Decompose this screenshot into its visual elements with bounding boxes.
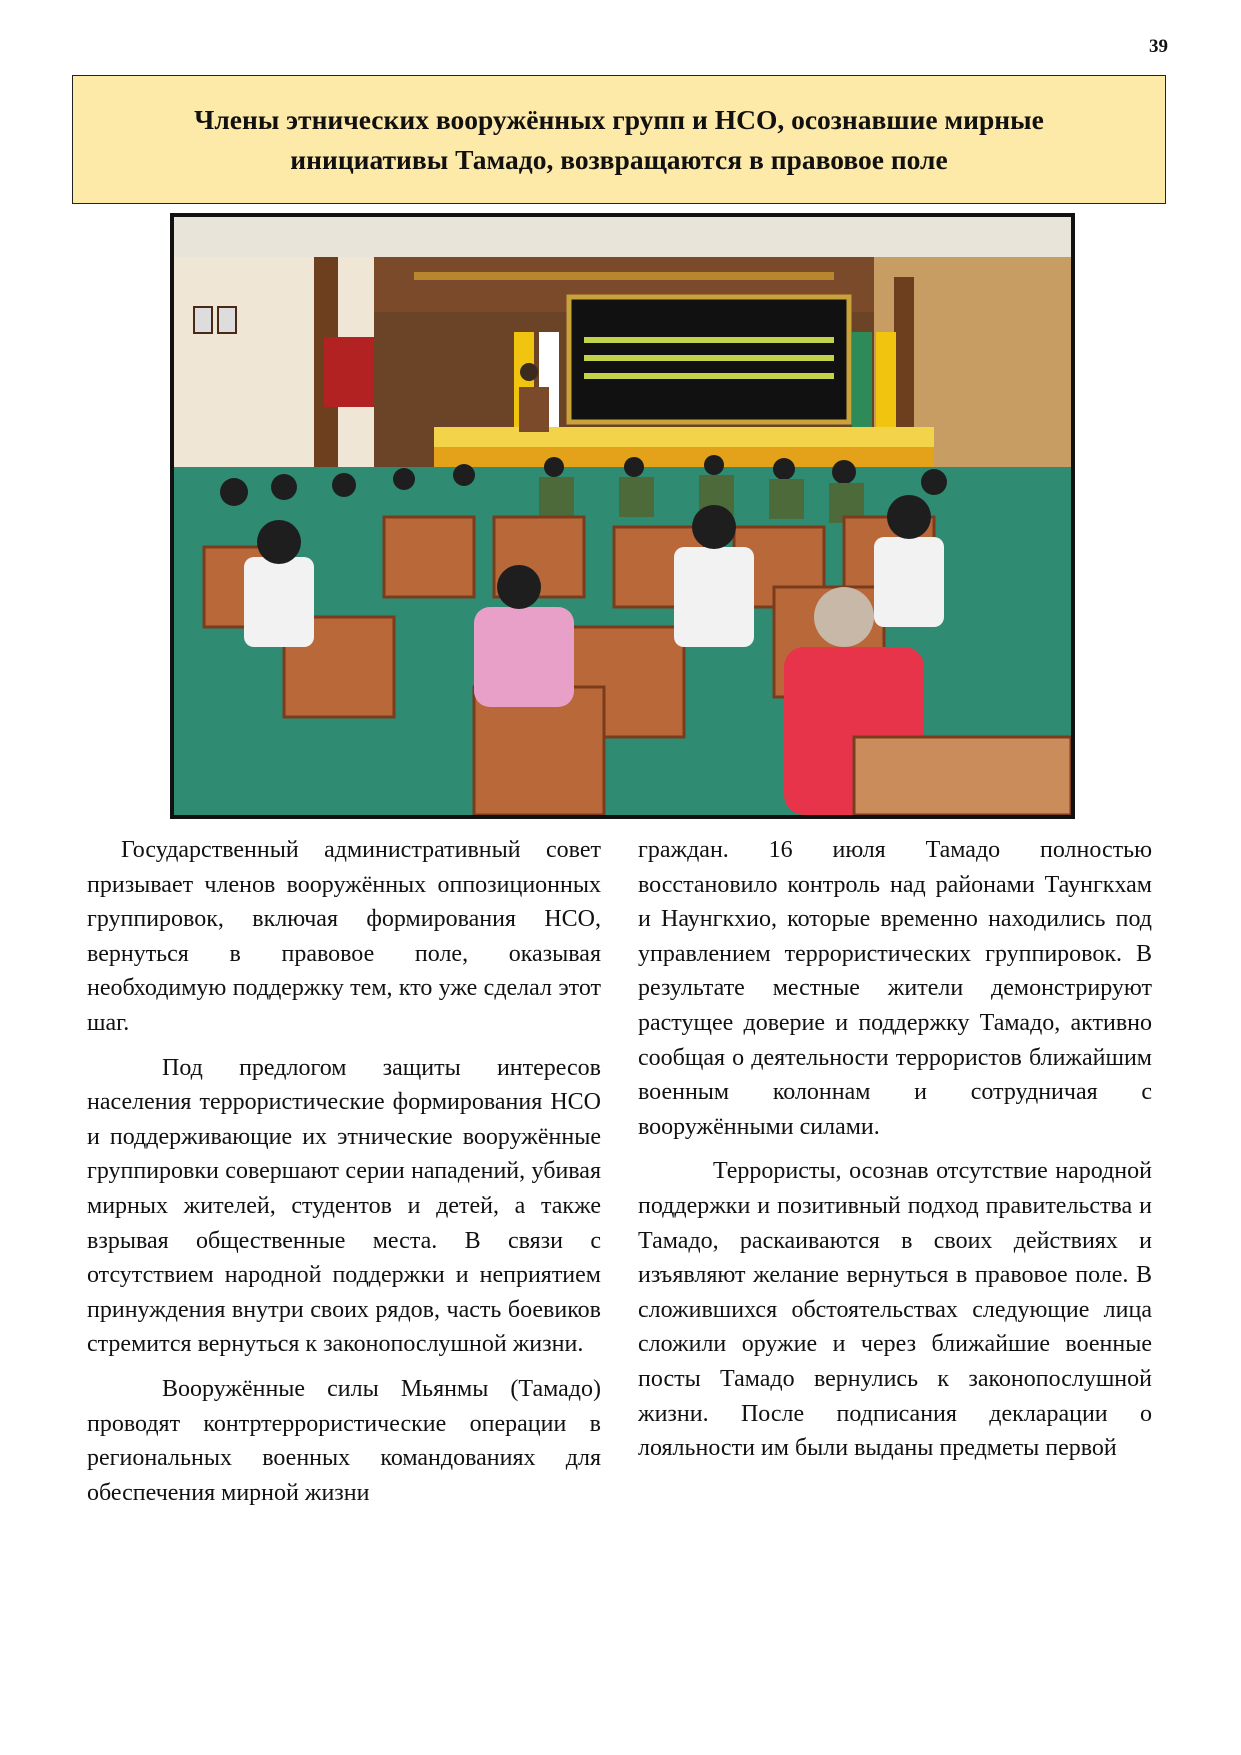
page-title: Члены этнических вооружённых групп и НСО, осознавшие мирные инициативы Тамадо, возвращаются в правовое поле — [194, 103, 1044, 175]
page-number: 39 — [1149, 36, 1168, 57]
title-box — [72, 75, 1166, 204]
left-paragraph-1: Государственный административный совет призывает членов вооружённых оппозиционных группировок, включая формирования НСО, вернуться в правовое поле, оказывая необходимую поддержку тем, кто уже сделал этот шаг. — [87, 837, 601, 1036]
meeting-photo-illustration — [174, 217, 1071, 815]
meeting-photo — [170, 213, 1075, 819]
left-paragraph-2: Под предлогом защиты интересов населения террористические формирования НСО и поддерживающие их этнические вооружённые группировки совершают серии нападений, убивая мирных жителей, студентов и детей, а также взрывая общественные места. В связи с отсутствием народной поддержки и неприятием принуждения внутри своих рядов, часть боевиков стремится вернуться к законопослушной жизни. — [87, 1054, 601, 1358]
left-column — [87, 833, 601, 1510]
right-paragraph-1: граждан. 16 июля Тамадо полностью восстановило контроль над районами Таунгкхам и Наунгкхио, которые временно находились под управлением террористических группировок. В результате местные жители демонстрируют растущее доверие и поддержку Тамадо, активно сообщая о деятельности террористов ближайшим военным колоннам и сотрудничая с вооружёнными силами. — [638, 837, 1152, 1140]
left-paragraph-3: Вооружённые силы Мьянмы (Тамадо) проводят контртеррористические операции в региональных военных командованиях для обеспечения мирной жизни — [87, 1375, 601, 1506]
right-paragraph-2: Террористы, осознав отсутствие народной поддержки и позитивный подход правительства и Тамадо, раскаиваются в своих действиях и изъявляют желание вернуться в правовое поле. В сложившихся обстоятельствах следующие лица сложили оружие и через ближайшие военные посты Тамадо вернулись к законопослушной жизни. После подписания декларации о лояльности им были выданы предметы первой — [638, 1158, 1152, 1462]
right-column — [638, 833, 1152, 1466]
